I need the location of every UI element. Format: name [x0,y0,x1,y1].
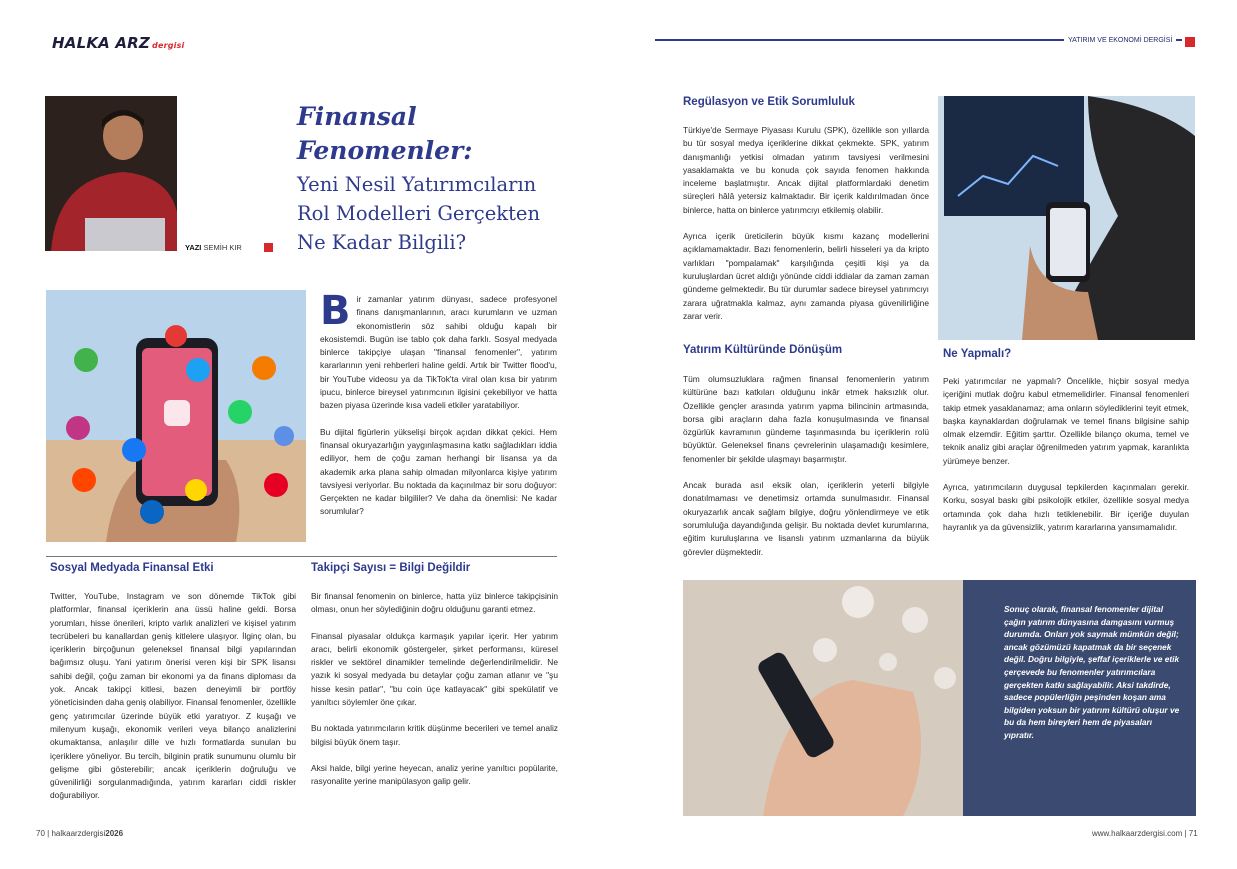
phone-trading-photo [938,96,1195,340]
what-to-do-text [943,375,1189,534]
header-red-square [1185,37,1195,47]
subtitle-line-1: Yeni Nesil Yatırımcıların [297,173,537,196]
regulation-paragraph-2: Ayrıca içerik üreticilerin büyük kısmı kazanç modellerini açıklamamaktadır. Bazı fenomenlerin, belirli hisseleri ya da kripto varlıkları "pompalamak" karşılığında çeşitli kişi ya da kuruluşlardan ücret aldığı yönünde ciddi iddialar da zaman zaman gündeme gelmektedir. Bu tür durumlar sadece bireysel yatırımcıyı zarara uğratmakla kalmaz, aynı zamanda piyasa güvenilirliğine zarar verir. [683,231,929,321]
right-footer: www.halkaarzdergisi.com | 71 [1092,829,1198,838]
title-line-1: Finansal [297,102,417,131]
right-page-number: 71 [1188,829,1198,838]
social-media-photo [46,290,306,542]
culture-text [683,373,929,559]
logo-subtext: dergisi [152,41,185,50]
drop-cap: B [320,288,351,334]
followers-heading: Takipçi Sayısı = Bilgi Değildir [311,562,471,574]
followers-paragraph-3: Bu noktada yatırımcıların kritik düşünme becerileri ve temel analiz bilgisi büyük önem taşır. [311,723,558,747]
article-title [297,100,562,168]
regulation-text [683,124,929,323]
author-photo [45,96,177,251]
section-divider [46,556,557,557]
social-media-illustration [46,290,306,542]
culture-paragraph-2: Ancak burada asıl eksik olan, içeriklerin yeterli bilgiyle donatılmaması ve denetimsiz ortamda sunulmasıdır. Finansal okuryazarlık ancak sağlam bilgiye, doğru yönlendirmeye ve etik sorumluluğa dayandığında gelişir. Bu noktada devlet kurumlarına, eğitim kuruluşlarına ve lisanslı yatırım uzmanlarına da büyük görevler düşmektedir. [683,480,929,557]
subtitle-line-3: Ne Kadar Bilgili? [297,231,467,254]
magazine-name: YATIRIM VE EKONOMİ DERGİSİ [1064,36,1176,46]
author-prefix: YAZI [185,243,202,252]
what-to-do-paragraph-1: Peki yatırımcılar ne yapmalı? Öncelikle, hiçbir sosyal medya içeriğini mutlak doğru kabul etmemelidirler. Finansal fenomenleri takip etmek yasaklanamaz; ama onların söylediklerini teyit etmek, başka kaynaklardan doğrulamak ve temel finans bilgisine sahip olmak elzemdir. Eğitim şarttır. Özellikle bilanço okuma, temel ve teknik analiz gibi araçlar öğrenilmeden yatırım yapmak, karanlıkta yürümeye benzer. [943,376,1189,466]
title-line-2: Fenomenler: [297,136,473,165]
author-illustration [45,96,177,251]
intro-paragraph-1: ir zamanlar yatırım dünyası, sadece profesyonel finans danışmanlarının, aracı kurumların ve uzman ekonomistlerin söz sahibi olduğu kapalı bir ekosistemdi. Bugün ise tablo çok daha farklı. Sosyal medyada binlerce takipçiye ulaşan "finansal fenomenler", yatırım kararlarının yeni rehberleri haline geldi. Artık bir Twitter flood'u, bir YouTube videosu ya da TikTok'ta viral olan kısa bir yatırım ipucu, binlerce bireysel yatırımcının ilgisini çekebiliyor ve hatta bazen piyasa üzerinde kısa vadeli etkiler yaratabiliyor. [320,294,557,411]
culture-heading: Yatırım Kültüründe Dönüşüm [683,344,843,356]
article-subtitle [297,170,567,257]
left-footer-site: halkaarzdergisi [51,829,106,838]
logo-text: HALKA ARZ [52,34,151,52]
followers-text [311,590,558,789]
author-red-square [264,243,273,252]
right-footer-site: www.halkaarzdergisi.com [1092,829,1183,838]
intro-paragraph-2: Bu dijital figürlerin yükselişi birçok açıdan dikkat çekici. Hem finansal okuryazarlığın yaygınlaşmasına katkı sağladıkları iddia ediliyor, hem de çoğu zaman herhangi bir lisansa ya da akademik arka plana sahip olmadan milyonlarca kişiye yatırım tavsiyesi veriyorlar. Bu noktada da kaçınılmaz bir soru doğuyor: Gerçekten ne kadar bilgililer? Ve daha da önemlisi: Ne kadar sorumlular? [320,426,557,517]
followers-paragraph-1: Bir finansal fenomenin on binlerce, hatta yüz binlerce takipçisinin olması, onun her söylediğinin doğru olduğunu garanti etmez. [311,591,558,615]
subtitle-line-2: Rol Modelleri Gerçekten [297,202,541,225]
culture-paragraph-1: Tüm olumsuzluklara rağmen finansal fenomenlerin yatırım kültürüne bazı katkıları olduğunu inkâr etmek haksızlık olur. Özellikle gençler arasında yatırım yapma bilincinin artmasında, borsa gibi araçların daha fazla konuşulmasında ve finansal özgürlük kavramının gündeme taşınmasında bu içeriklerin rolü büyüktür. Geleneksel finans çevrelerinin ulaşamadığı kesimlere, fenomenler bir şekilde ulaşmayı başarmıştır. [683,374,929,464]
intro-text [320,288,557,519]
author-byline [185,243,242,252]
left-footer: 70 | halkaarzdergisi2026 [36,829,124,838]
social-media-paragraph: Twitter, YouTube, Instagram ve son dönemde TikTok gibi platformlar, finansal içeriklerin ana üssü haline geldi. Borsa yorumları, hisse önerileri, kripto varlık analizleri ve kişisel yatırım tecrübeleri bu kanallardan geniş kitlelere ulaşıyor. İlginç olan, bu içeriklerin birçoğunun geleneksel finansal bilgi yapılarından bağımsız oluşu. Yani yatırım önerisi veren kişi bir SPK lisansı sahibi değil, çoğu zaman bir ekonomi ya da finans diploması da yok. Ancak takipçi kitlesi, bazen deneyimli bir portföy yöneticisinden daha geniş olabiliyor. Finansal fenomenler, özellikle genç yatırımcılar üzerinde büyük etki yaratıyor. Z kuşağı ve milenyum kuşağı, ekonomik verileri veya bilanço analizlerini okumaktansa, anlaşılır dille ve hızlı formatlarda sunulan bu içeriklere yöneliyor. Bu tercih, bilginin pratik sunumunu olumlu bir gelişme gibi gösterebilir; ancak içeriklerin doğruluğu ve güvenilirliği sorgulanmadığında, yatırım kararları ciddi riskler doğurabiliyor. [50,591,296,801]
magazine-logo [52,34,185,52]
author-name: SEMİH KIR [203,243,242,252]
left-page-number: 70 [36,829,45,838]
left-footer-year: 2026 [105,829,124,838]
regulation-paragraph-1: Türkiye'de Sermaye Piyasası Kurulu (SPK), özellikle son yıllarda bu tür sosyal medya içeriklerine dikkat çekmekte. SPK, yatırım danışmanlığı yetkisi olmadan yatırım tavsiyesi verilmesini yasaklamakta ve bu konuda çok sayıda fenomen hakkında inceleme başlatmıştır. Ancak dijital platformlardaki denetim süreçleri hâlâ yetersiz kalmaktadır. Bir içerik kaldırılmadan önce binlerce, hatta on binlerce yatırımcıyı etkilemiş olabilir. [683,125,929,215]
followers-paragraph-4: Aksi halde, bilgi yerine heyecan, analiz yerine yanıltıcı popülarite, rasyonalite yerine manipülasyon galip gelir. [311,762,558,787]
what-to-do-heading: Ne Yapmalı? [943,348,1012,360]
followers-paragraph-2: Finansal piyasalar oldukça karmaşık yapılar içerir. Her yatırım aracı, belirli ekonomik göstergeler, şirket performansı, küresel riskler ve sektörel dinamikler temelinde değerlendirilmelidir. Ne yazık ki sosyal medyada bu detaylar çoğu zaman atlanır ve "şu hisse kesin patlar", "bu coin üçe katlayacak" gibi spekülatif ve yanıltıcı söylemler öne çıkar. [311,630,558,708]
social-media-heading: Sosyal Medyada Finansal Etki [50,562,214,574]
what-to-do-paragraph-2: Ayrıca, yatırımcıların duygusal tepkilerden kaçınmaları gerekir. Korku, sosyal baskı gibi psikolojik etkiler, özellikle sosyal medya ortamında çok daha hızlı tetiklenebilir. Bir içeriğe duyulan hayranlık ya da güvensizlik, yatırım kararlarına yansımamalıdır. [943,482,1189,532]
regulation-heading: Regülasyon ve Etik Sorumluluk [683,96,855,108]
pull-quote: Sonuç olarak, finansal fenomenler dijital çağın yatırım dünyasına damgasını vurmuş durumda. Onları yok saymak mümkün değil; ancak gözümüzü kapatmak da bir seçenek değil. Doğru bilgiyle, şeffaf içeriklerle ve etik çerçevede bu fenomenler yatırımcılara gerçekten katkı sağlayabilir. Aksi takdirde, sadece popülerliğin peşinden koşan ama bilgiden yoksun bir yatırım kültürü oluşur ve bu da hem bireyleri hem de piyasaları yıpratır. [1004,604,1180,740]
phone-trading-illustration [938,96,1195,340]
